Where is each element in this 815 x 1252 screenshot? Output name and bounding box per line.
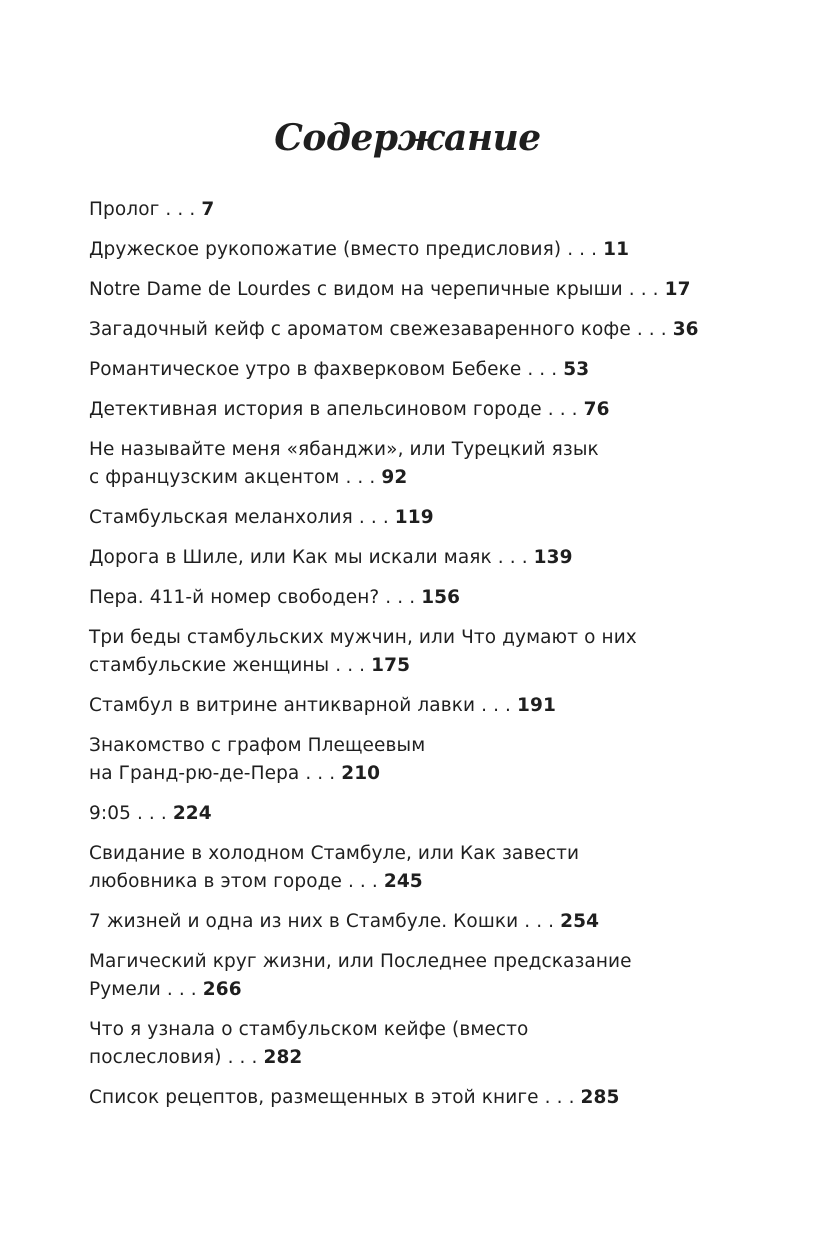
toc-entry [89, 1016, 769, 1072]
toc-entry-line [89, 692, 769, 720]
toc-entry-text: Что я узнала о стамбульском кейфе (вместо [89, 1019, 529, 1040]
toc-entry-text: послесловия) [89, 1047, 222, 1068]
toc-entry [89, 504, 769, 532]
toc-entry-text: Список рецептов, размещенных в этой книге [89, 1087, 539, 1108]
toc-entry-text: Знакомство с графом Плещеевым [89, 735, 426, 756]
toc-page-number: 119 [394, 507, 434, 528]
toc-separator: . . . [305, 763, 336, 784]
toc-page-number: 282 [263, 1047, 303, 1068]
toc-entry-text: Дорога в Шиле, или Как мы искали маяк [89, 547, 492, 568]
toc-entry [89, 732, 769, 788]
toc-entry-line [89, 436, 769, 464]
toc-entry-line [89, 652, 769, 680]
toc-page-number: 76 [583, 399, 610, 420]
toc-entry-line [89, 1016, 769, 1044]
toc-entry-line [89, 948, 769, 976]
toc-entry-line [89, 356, 769, 384]
toc-entry-line [89, 1084, 769, 1112]
toc-entry-line [89, 840, 769, 868]
toc-entry [89, 544, 769, 572]
toc-separator: . . . [335, 655, 366, 676]
toc-separator: . . . [524, 911, 555, 932]
toc-page-number: 191 [517, 695, 556, 716]
toc-page-number: 92 [381, 467, 408, 488]
toc-entry-line [89, 464, 769, 492]
toc-entry [89, 276, 769, 304]
toc-entry-text: Загадочный кейф с ароматом свежезаваренного кофе [89, 319, 631, 340]
toc-entry [89, 396, 769, 424]
toc-entry-line [89, 1044, 769, 1072]
toc-entry-line [89, 396, 769, 424]
toc-entry-text: Три беды стамбульских мужчин, или Что думают о них [89, 627, 637, 648]
toc-separator: . . . [527, 359, 558, 380]
toc-page-number: 245 [383, 871, 423, 892]
toc-page-number: 156 [421, 587, 461, 608]
toc-separator: . . . [497, 547, 528, 568]
toc-page-number: 53 [563, 359, 590, 380]
toc-entry-text: стамбульские женщины [89, 655, 330, 676]
table-of-contents [89, 196, 769, 1124]
toc-entry-line [89, 276, 769, 304]
toc-entry [89, 584, 769, 612]
toc-entry-line [89, 732, 769, 760]
toc-entry [89, 316, 769, 344]
toc-separator: . . . [347, 871, 378, 892]
toc-entry-text: Дружеское рукопожатие (вместо предисловия) [89, 239, 562, 260]
toc-page-number: 285 [580, 1087, 620, 1108]
toc-page-number: 139 [533, 547, 573, 568]
toc-separator: . . . [481, 695, 512, 716]
toc-entry [89, 800, 769, 828]
toc-entry-text: Пера. 411-й номер свободен? [89, 587, 380, 608]
toc-separator: . . . [385, 587, 416, 608]
toc-separator: . . . [358, 507, 389, 528]
toc-entry-text: Не называйте меня «ябанджи», или Турецкий язык [89, 439, 599, 460]
toc-entry-line [89, 760, 769, 788]
toc-entry [89, 356, 769, 384]
toc-entry [89, 236, 769, 264]
toc-entry-line [89, 976, 769, 1004]
toc-entry-text: на Гранд-рю-де-Пера [89, 763, 300, 784]
toc-page-number: 175 [371, 655, 411, 676]
toc-entry [89, 1084, 769, 1112]
toc-entry-text: Детективная история в апельсиновом городе [89, 399, 542, 420]
toc-entry-text: Стамбул в витрине антикварной лавки [89, 695, 476, 716]
toc-entry-line [89, 504, 769, 532]
toc-separator: . . . [165, 199, 196, 220]
toc-entry [89, 948, 769, 1004]
toc-entry-line [89, 544, 769, 572]
toc-separator: . . . [636, 319, 667, 340]
toc-page-number: 7 [201, 199, 215, 220]
toc-entry-text: Свидание в холодном Стамбуле, или Как завести [89, 843, 580, 864]
toc-entry-text: Пролог [89, 199, 160, 220]
toc-entry-line [89, 316, 769, 344]
toc-page-number: 36 [672, 319, 699, 340]
toc-entry-text: любовника в этом городе [89, 871, 342, 892]
toc-entry-text: Румели [89, 979, 161, 1000]
toc-page-number: 254 [560, 911, 600, 932]
toc-entry-text: Магический круг жизни, или Последнее предсказание [89, 951, 632, 972]
toc-entry-line [89, 868, 769, 896]
toc-separator: . . . [136, 803, 167, 824]
toc-entry-line [89, 624, 769, 652]
toc-page-number: 17 [664, 279, 691, 300]
toc-separator: . . . [544, 1087, 575, 1108]
toc-entry-text: Стамбульская меланхолия [89, 507, 353, 528]
toc-entry-text: Романтическое утро в фахверковом Бебеке [89, 359, 522, 380]
toc-page-number: 11 [603, 239, 630, 260]
toc-page-number: 210 [341, 763, 381, 784]
toc-entry-line [89, 236, 769, 264]
toc-entry-text: 9:05 [89, 803, 131, 824]
toc-entry-line [89, 196, 769, 224]
toc-entry-text: Notre Dame de Lourdes с видом на черепичные крыши [89, 279, 623, 300]
toc-entry [89, 692, 769, 720]
toc-entry-line [89, 908, 769, 936]
toc-entry-text: 7 жизней и одна из них в Стамбуле. Кошки [89, 911, 519, 932]
toc-entry [89, 196, 769, 224]
toc-entry-line [89, 800, 769, 828]
page-title: Содержание [274, 117, 541, 159]
toc-entry [89, 624, 769, 680]
toc-entry-line [89, 584, 769, 612]
toc-entry-text: с французским акцентом [89, 467, 340, 488]
toc-page-number: 224 [172, 803, 212, 824]
toc-entry [89, 436, 769, 492]
toc-separator: . . . [547, 399, 578, 420]
toc-separator: . . . [628, 279, 659, 300]
toc-page-number: 266 [202, 979, 242, 1000]
toc-separator: . . . [345, 467, 376, 488]
toc-separator: . . . [166, 979, 197, 1000]
toc-entry [89, 840, 769, 896]
toc-entry [89, 908, 769, 936]
toc-separator: . . . [567, 239, 598, 260]
toc-separator: . . . [227, 1047, 258, 1068]
